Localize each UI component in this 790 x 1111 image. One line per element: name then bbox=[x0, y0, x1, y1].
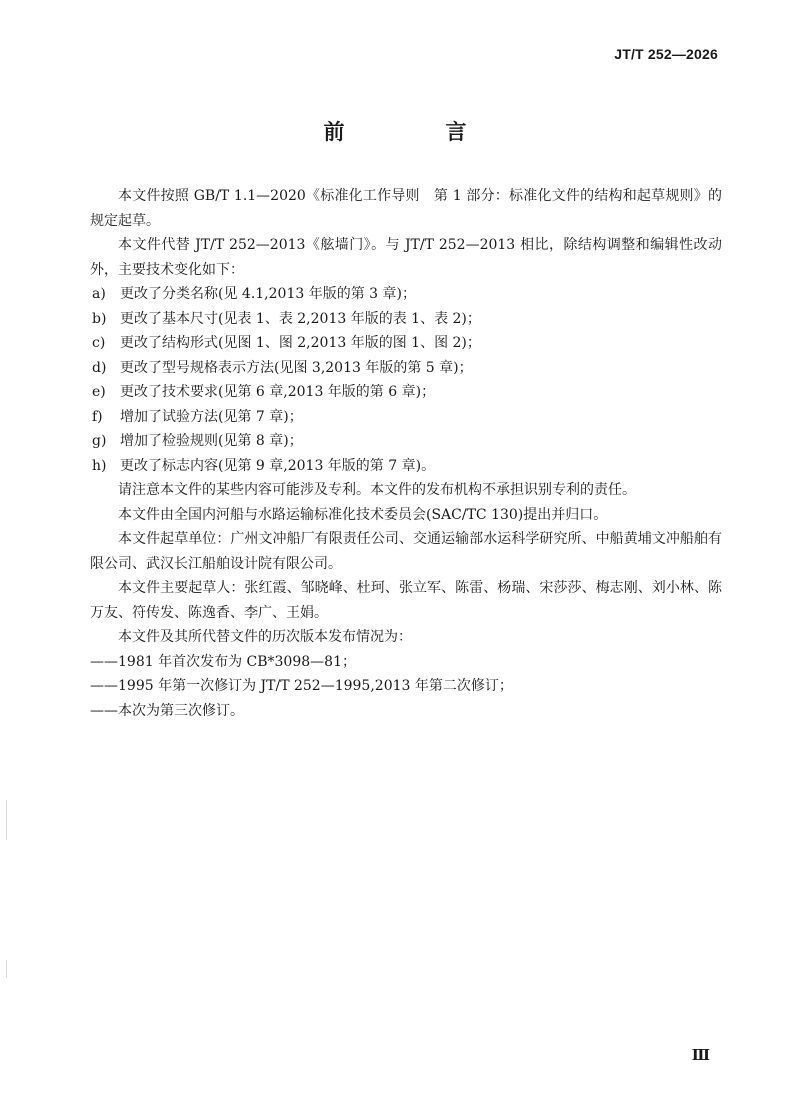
list-item-text: 更改了标志内容(见第 9 章,2013 年版的第 7 章)。 bbox=[120, 457, 436, 474]
foreword-body bbox=[90, 184, 722, 723]
list-item bbox=[90, 356, 722, 381]
list-item bbox=[90, 454, 722, 479]
list-item-text: 更改了分类名称(见 4.1,2013 年版的第 3 章)； bbox=[120, 286, 416, 302]
list-item-label: h) bbox=[92, 457, 107, 474]
page-title: 前 言 bbox=[323, 120, 507, 144]
history-list bbox=[90, 650, 722, 724]
paragraph-patent-notice: 请注意本文件的某些内容可能涉及专利。本文件的发布机构不承担识别专利的责任。 bbox=[118, 482, 636, 498]
document-code: JT/T 252—2026 bbox=[614, 46, 718, 62]
list-item bbox=[90, 429, 722, 454]
history-item: ——本次为第三次修订。 bbox=[90, 702, 244, 719]
list-item-label: e) bbox=[92, 384, 106, 400]
paragraph-history-intro: 本文件及其所代替文件的历次版本发布情况为： bbox=[118, 629, 412, 645]
list-item-label: b) bbox=[92, 310, 107, 327]
scan-edge-mark bbox=[6, 960, 7, 978]
history-item: ——1995 年第一次修订为 JT/T 252—1995,2013 年第二次修订； bbox=[90, 678, 513, 694]
list-item-text: 更改了技术要求(见第 6 章,2013 年版的第 6 章)； bbox=[120, 384, 436, 400]
list-item bbox=[90, 282, 722, 307]
scan-edge-mark bbox=[6, 800, 7, 840]
list-item-text: 增加了试验方法(见第 7 章)； bbox=[120, 408, 303, 425]
list-item bbox=[90, 331, 722, 356]
paragraph-drafting-units: 本文件起草单位：广州文冲船厂有限责任公司、交通运输部水运科学研究所、中船黄埔文冲船舶有限公司、武汉长江船舶设计院有限公司。 bbox=[90, 531, 722, 572]
list-item-text: 更改了结构形式(见图 1、图 2,2013 年版的图 1、图 2)； bbox=[120, 335, 481, 351]
list-item bbox=[90, 380, 722, 405]
list-item-label: f) bbox=[92, 408, 103, 425]
changes-list bbox=[90, 282, 722, 478]
list-item-text: 增加了检验规则(见第 8 章)； bbox=[120, 433, 303, 449]
list-item bbox=[90, 405, 722, 430]
list-item bbox=[90, 307, 722, 332]
history-item: ——1981 年首次发布为 CB*3098—81； bbox=[90, 653, 356, 670]
list-item-text: 更改了型号规格表示方法(见图 3,2013 年版的第 5 章)； bbox=[120, 359, 473, 376]
paragraph-proposer: 本文件由全国内河船与水路运输标准化技术委员会(SAC/TC 130)提出并归口。 bbox=[118, 506, 608, 523]
list-item-label: g) bbox=[92, 433, 107, 449]
paragraph-replacement: 本文件代替 JT/T 252—2013《舷墙门》。与 JT/T 252—2013 相比，除结构调整和编辑性改动外，主要技术变化如下： bbox=[90, 237, 722, 278]
list-item-label: c) bbox=[92, 335, 106, 351]
list-item-text: 更改了基本尺寸(见表 1、表 2,2013 年版的表 1、表 2)； bbox=[120, 310, 481, 327]
paragraph-drafters: 本文件主要起草人：张红霞、邹晓峰、杜珂、张立军、陈雷、杨瑞、宋莎莎、梅志刚、刘小林、陈万友、符传发、陈逸香、李广、王娟。 bbox=[90, 580, 722, 621]
list-item-label: a) bbox=[92, 286, 106, 302]
list-item-label: d) bbox=[92, 359, 107, 376]
page-number: Ⅲ bbox=[691, 1046, 710, 1064]
paragraph-drafting-basis: 本文件按照 GB/T 1.1—2020《标准化工作导则 第 1 部分：标准化文件的结构和起草规则》的规定起草。 bbox=[90, 188, 722, 229]
